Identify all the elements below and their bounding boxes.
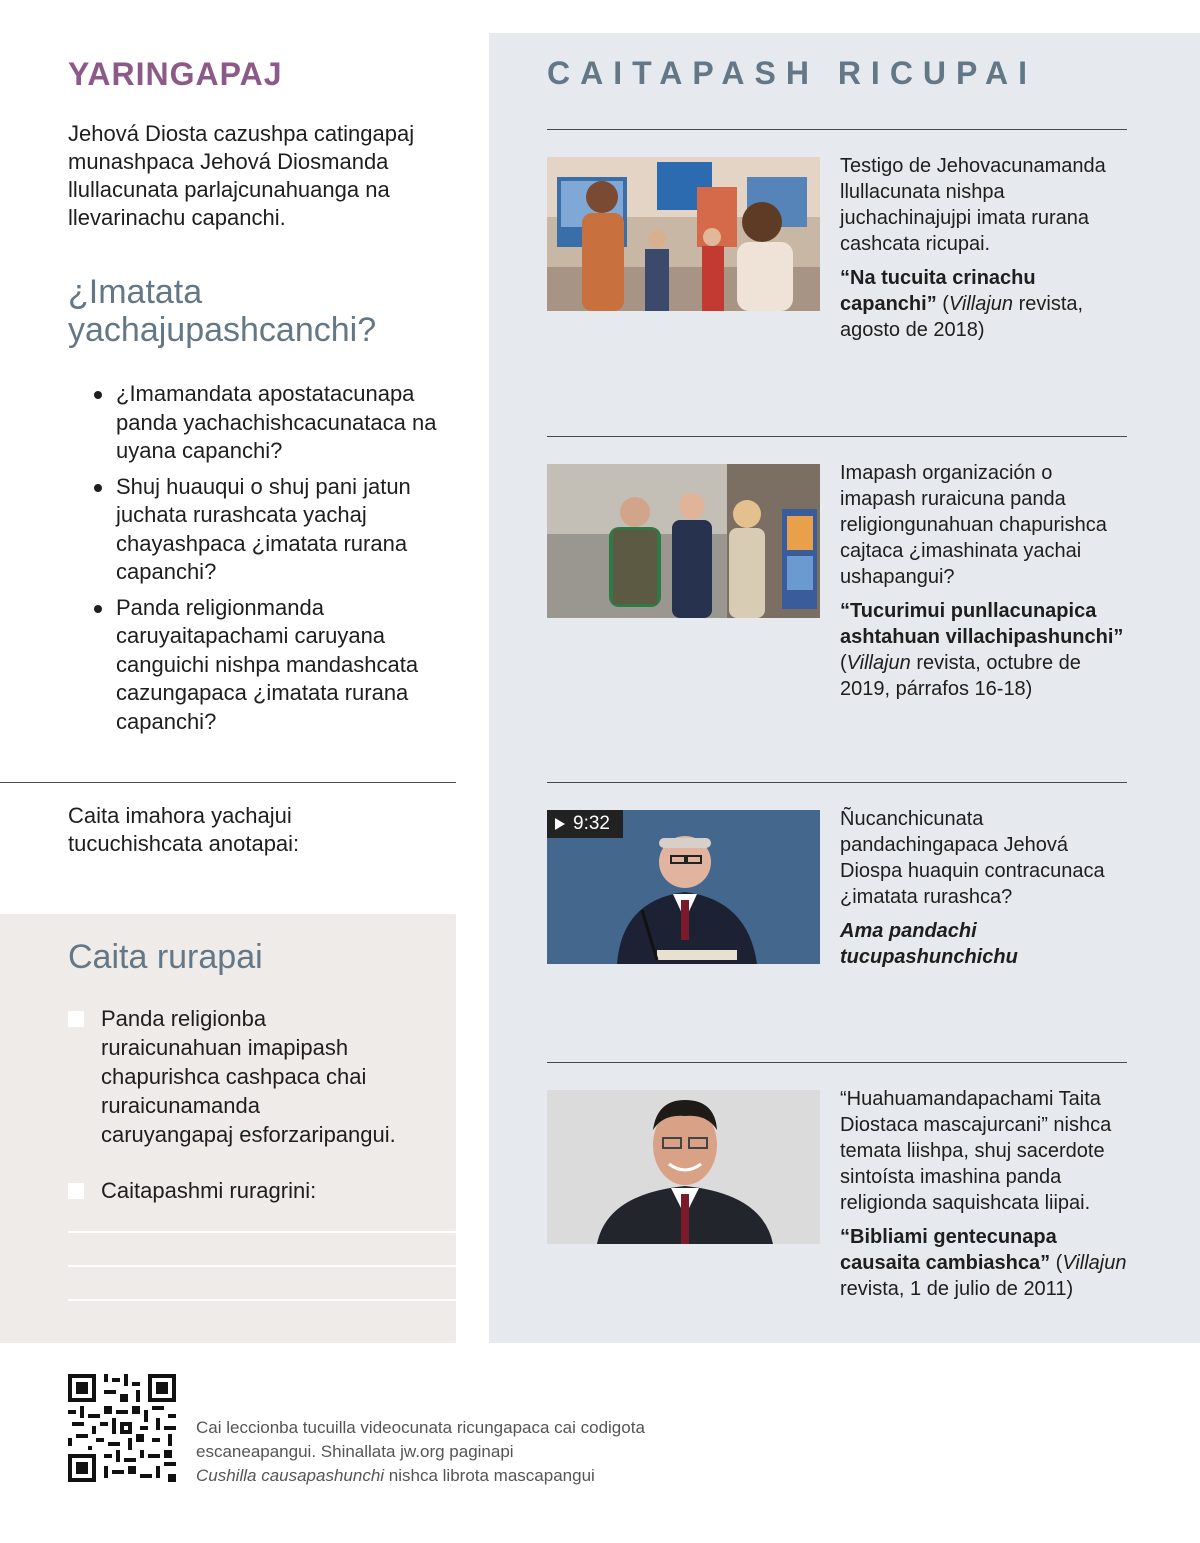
try-item-text: Caitapashmi ruragrini: [101, 1178, 317, 1203]
video-duration: 9:32 [573, 813, 610, 834]
resource-description: Ñucanchicunata pandachingapaca Jehová Diospa huaquin contracunaca ¿imatata rurashca? [840, 808, 1105, 908]
review-heading: ¿Imatata yachajupashcanchi? [68, 273, 377, 349]
video-duration-badge [547, 810, 623, 838]
portrait-photo[interactable] [547, 1090, 820, 1244]
publication-name: Villajun [1062, 1252, 1127, 1274]
book-title[interactable]: Cushilla causapashunchi [196, 1466, 385, 1485]
resource-item [840, 806, 1130, 978]
article-title[interactable]: “Na tucuita crinachu capanchi” [840, 267, 1036, 315]
source-text: revista, octubre de 2019, párrafos 16-18) [840, 652, 1081, 700]
resource-description: Imapash organización o imapash ruraicuna panda religiongunahuan chapurishca cajtaca ¿imashinata yachai ushapangui? [840, 462, 1107, 588]
photo-image [547, 464, 820, 618]
try-item [68, 1176, 398, 1205]
review-question: ¿Imamandata apostatacunapa panda yachachishcacunataca na uyana capanchi? [90, 380, 460, 466]
checkbox[interactable] [68, 1011, 84, 1027]
source-text: ( [840, 652, 847, 674]
review-question: Shuj huauqui o shuj pani jatun juchata rurashcata yachaj chayashpaca ¿imatata rurana capanchi? [90, 473, 460, 587]
try-heading: Caita rurapai [68, 938, 263, 976]
item-divider [547, 436, 1127, 437]
resource-description: Testigo de Jehovacunamanda llullacunata nishpa juchachinajujpi imata rurana cashcata ricupai. [840, 155, 1106, 255]
item-divider [547, 129, 1127, 130]
item-divider [547, 1062, 1127, 1063]
item-divider [547, 782, 1127, 783]
newsroom-illustration[interactable] [547, 157, 820, 311]
source-text: ( [1050, 1252, 1063, 1274]
try-item [68, 1004, 398, 1149]
resource-reference [840, 1224, 1130, 1302]
resource-reference [840, 265, 1130, 343]
play-icon [555, 818, 565, 830]
resource-item [840, 153, 1130, 351]
try-item-text: Panda religionba ruraicunahuan imapipash chapurishca cashpaca chai ruraicunamanda caruyangapaj esforzaripangui. [101, 1006, 396, 1147]
footer-line: nishca librota mascapangui [384, 1466, 595, 1485]
writing-line[interactable] [68, 1299, 456, 1301]
section-title: YARINGAPAJ [68, 56, 283, 92]
checkbox[interactable] [68, 1183, 84, 1199]
writing-line[interactable] [68, 1231, 456, 1233]
source-text: ( [936, 293, 949, 315]
article-title[interactable]: “Bibliami gentecunapa causaita cambiashca” [840, 1226, 1057, 1274]
lesson-summary: Jehová Diosta cazushpa catingapaj munashpaca Jehová Diosmanda llullacunata parlajcunahuanga na llevarinachu capanchi. [68, 121, 415, 230]
source-text: revista, agosto de 2018) [840, 293, 1084, 341]
notes-prompt: Caita imahora yachajui tucuchishcata anotapai: [68, 803, 300, 856]
section-divider [0, 782, 456, 783]
illustration-image [547, 157, 820, 311]
explore-title: CAITAPASH RICUPAI [547, 55, 1037, 91]
video-title[interactable]: Ama pandachi tucupashunchichu [840, 920, 1018, 968]
writing-line[interactable] [68, 1265, 456, 1267]
qr-code-icon[interactable] [68, 1374, 176, 1482]
resource-item [840, 460, 1130, 710]
cart-witnessing-photo[interactable] [547, 464, 820, 618]
resource-item [840, 1086, 1130, 1310]
article-title[interactable]: “Tucurimui punllacunapica ashtahuan villachipashunchi” [840, 600, 1124, 648]
footer-line: Cai leccionba tucuilla videocunata ricungapaca cai codigota escaneapangui. Shinallata jw.org paginapi [196, 1418, 645, 1461]
footer-note [196, 1416, 676, 1488]
source-text: revista, 1 de julio de 2011) [840, 1278, 1074, 1300]
review-question: Panda religionmanda caruyaitapachami caruyana canguichi nishpa mandashcata cazungapaca ¿imatata rurana capanchi? [90, 594, 460, 737]
publication-name: Villajun [948, 293, 1014, 315]
resource-description: “Huahuamandapachami Taita Diostaca mascajurcani” nishca temata liishpa, shuj sacerdote sintoísta imashina panda religionda saquishcata liipai. [840, 1088, 1112, 1214]
portrait-image [547, 1090, 820, 1244]
review-question-list [90, 380, 460, 743]
publication-name: Villajun [846, 652, 911, 674]
resource-reference [840, 598, 1130, 702]
